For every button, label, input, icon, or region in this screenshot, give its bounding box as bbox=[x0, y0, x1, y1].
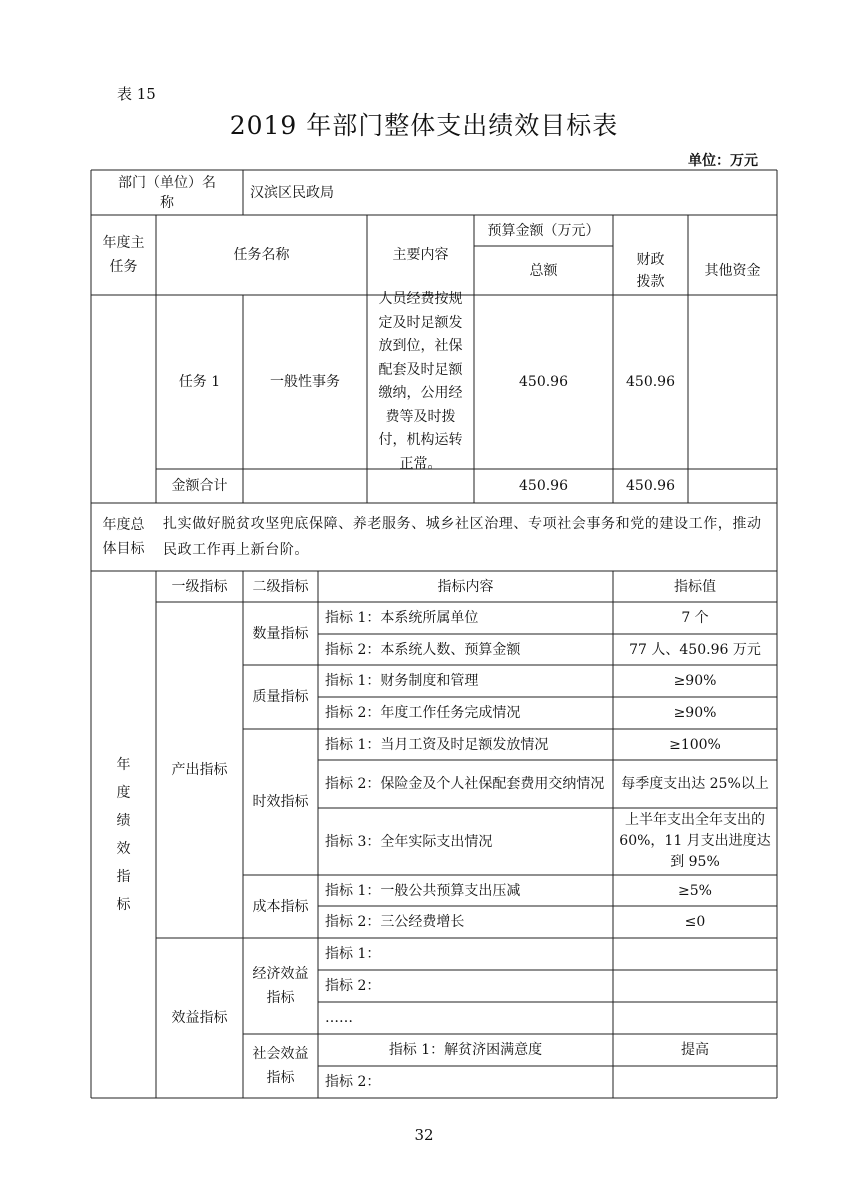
task-name-header: 任务名称 bbox=[233, 247, 290, 263]
fiscal-header: 财政拨款 bbox=[636, 251, 665, 290]
indicator-value: 提高 bbox=[681, 1042, 709, 1058]
task-total: 450.96 bbox=[519, 374, 568, 390]
benefit-indicator-label: 效益指标 bbox=[171, 1010, 228, 1026]
indicator-section-label: 年度绩效指标 bbox=[116, 756, 131, 913]
indicator-section-cell bbox=[91, 571, 156, 1098]
indicator-content: 指标 3：全年实际支出情况 bbox=[325, 833, 493, 850]
indicator-content: 指标 2：三公经费增长 bbox=[325, 914, 465, 930]
budget-header: 预算金额（万元） bbox=[487, 222, 600, 239]
indicator-value: 77 人、450.96 万元 bbox=[629, 641, 761, 658]
indicator-content: 指标 1： bbox=[325, 946, 381, 962]
social-benefit-label: 社会效益指标 bbox=[252, 1046, 309, 1086]
total-label: 金额合计 bbox=[171, 478, 228, 494]
dept-label: 部门（单位）名称 bbox=[118, 174, 216, 211]
main-task-label-cell bbox=[91, 215, 156, 295]
indicator-value: 7 个 bbox=[681, 610, 709, 626]
indicator-content: 指标 2： bbox=[325, 1074, 381, 1090]
indicator-value: 上半年支出全年支出的 60%，11 月支出进度达到 95% bbox=[619, 812, 771, 870]
indicator-content: 指标 1：本系统所属单位 bbox=[325, 610, 479, 626]
indicator-value-header: 指标值 bbox=[674, 578, 716, 595]
indicator-content: 指标 1：当月工资及时足额发放情况 bbox=[325, 736, 549, 753]
content-header: 主要内容 bbox=[392, 247, 449, 263]
level1-header: 一级指标 bbox=[171, 578, 228, 595]
indicator-content-header: 指标内容 bbox=[437, 578, 494, 595]
unit-label: 单位：万元 bbox=[688, 153, 758, 169]
task-id: 任务 1 bbox=[178, 374, 221, 390]
total-header: 总额 bbox=[529, 262, 558, 279]
indicator-content: 指标 1：解贫济困满意度 bbox=[388, 1042, 543, 1058]
indicator-value: ≥5% bbox=[678, 882, 712, 899]
indicator-content-cell bbox=[318, 760, 613, 808]
other-header: 其他资金 bbox=[704, 262, 761, 279]
indicator-value: ≥100% bbox=[669, 736, 721, 753]
task-name: 一般性事务 bbox=[270, 374, 340, 390]
quality-indicator-label: 质量指标 bbox=[252, 689, 309, 705]
goal-label: 年度总体目标 bbox=[102, 517, 145, 557]
indicator-content: 指标 2：年度工作任务完成情况 bbox=[325, 705, 521, 721]
page-number: 32 bbox=[414, 1126, 434, 1144]
timeliness-indicator-label: 时效指标 bbox=[252, 794, 309, 810]
indicator-value bbox=[613, 970, 777, 1002]
total-fiscal: 450.96 bbox=[626, 478, 675, 494]
dept-label-cell bbox=[91, 170, 243, 215]
quantity-indicator-label: 数量指标 bbox=[252, 625, 309, 642]
level2-header: 二级指标 bbox=[252, 578, 309, 595]
indicator-value: 每季度支出达 25%以上 bbox=[621, 776, 769, 792]
document-title: 2019 年部门整体支出绩效目标表 bbox=[229, 111, 619, 140]
goal-text: 扎实做好脱贫攻坚兜底保障、养老服务、城乡社区治理、专项社会事务和党的建设工作，推动民政工作再上新台阶。 bbox=[163, 516, 762, 558]
total-amount: 450.96 bbox=[519, 478, 568, 494]
goal-label-cell bbox=[91, 503, 156, 571]
economic-benefit-label-cell bbox=[243, 938, 318, 1034]
table-label: 表 15 bbox=[117, 85, 156, 103]
goal-text-cell bbox=[156, 503, 777, 571]
economic-benefit-label: 经济效益指标 bbox=[252, 966, 309, 1006]
indicator-value: ≤0 bbox=[684, 914, 706, 930]
output-indicator-label: 产出指标 bbox=[171, 762, 228, 778]
task-content-cell bbox=[367, 291, 474, 472]
task-content: 人员经费按规定及时足额发放到位，社保配套及时足额缴纳，公用经费等及时拨付，机构运转正常。 bbox=[378, 291, 463, 472]
dept-value: 汉滨区民政局 bbox=[250, 184, 334, 201]
social-benefit-label-cell bbox=[243, 1034, 318, 1098]
indicator-value bbox=[613, 1002, 777, 1034]
indicator-content: 指标 1：财务制度和管理 bbox=[325, 673, 479, 689]
indicator-content: 指标 2：保险金及个人社保配套费用交纳情况 bbox=[325, 776, 605, 792]
indicator-value bbox=[613, 938, 777, 970]
indicator-value: ≥90% bbox=[673, 705, 717, 721]
indicator-value-cell bbox=[613, 808, 777, 875]
indicator-value bbox=[613, 1066, 777, 1098]
task-other bbox=[688, 295, 777, 469]
main-task-label: 年度主任务 bbox=[102, 235, 145, 275]
task-fiscal: 450.96 bbox=[626, 374, 675, 390]
indicator-content: 指标 2： bbox=[325, 978, 381, 994]
fiscal-header-cell bbox=[613, 246, 688, 295]
indicator-content: …… bbox=[325, 1010, 353, 1026]
indicator-content: 指标 2：本系统人数、预算金额 bbox=[325, 641, 521, 658]
indicator-value: ≥90% bbox=[673, 673, 717, 689]
cost-indicator-label: 成本指标 bbox=[252, 898, 309, 915]
indicator-content: 指标 1：一般公共预算支出压减 bbox=[325, 882, 521, 899]
